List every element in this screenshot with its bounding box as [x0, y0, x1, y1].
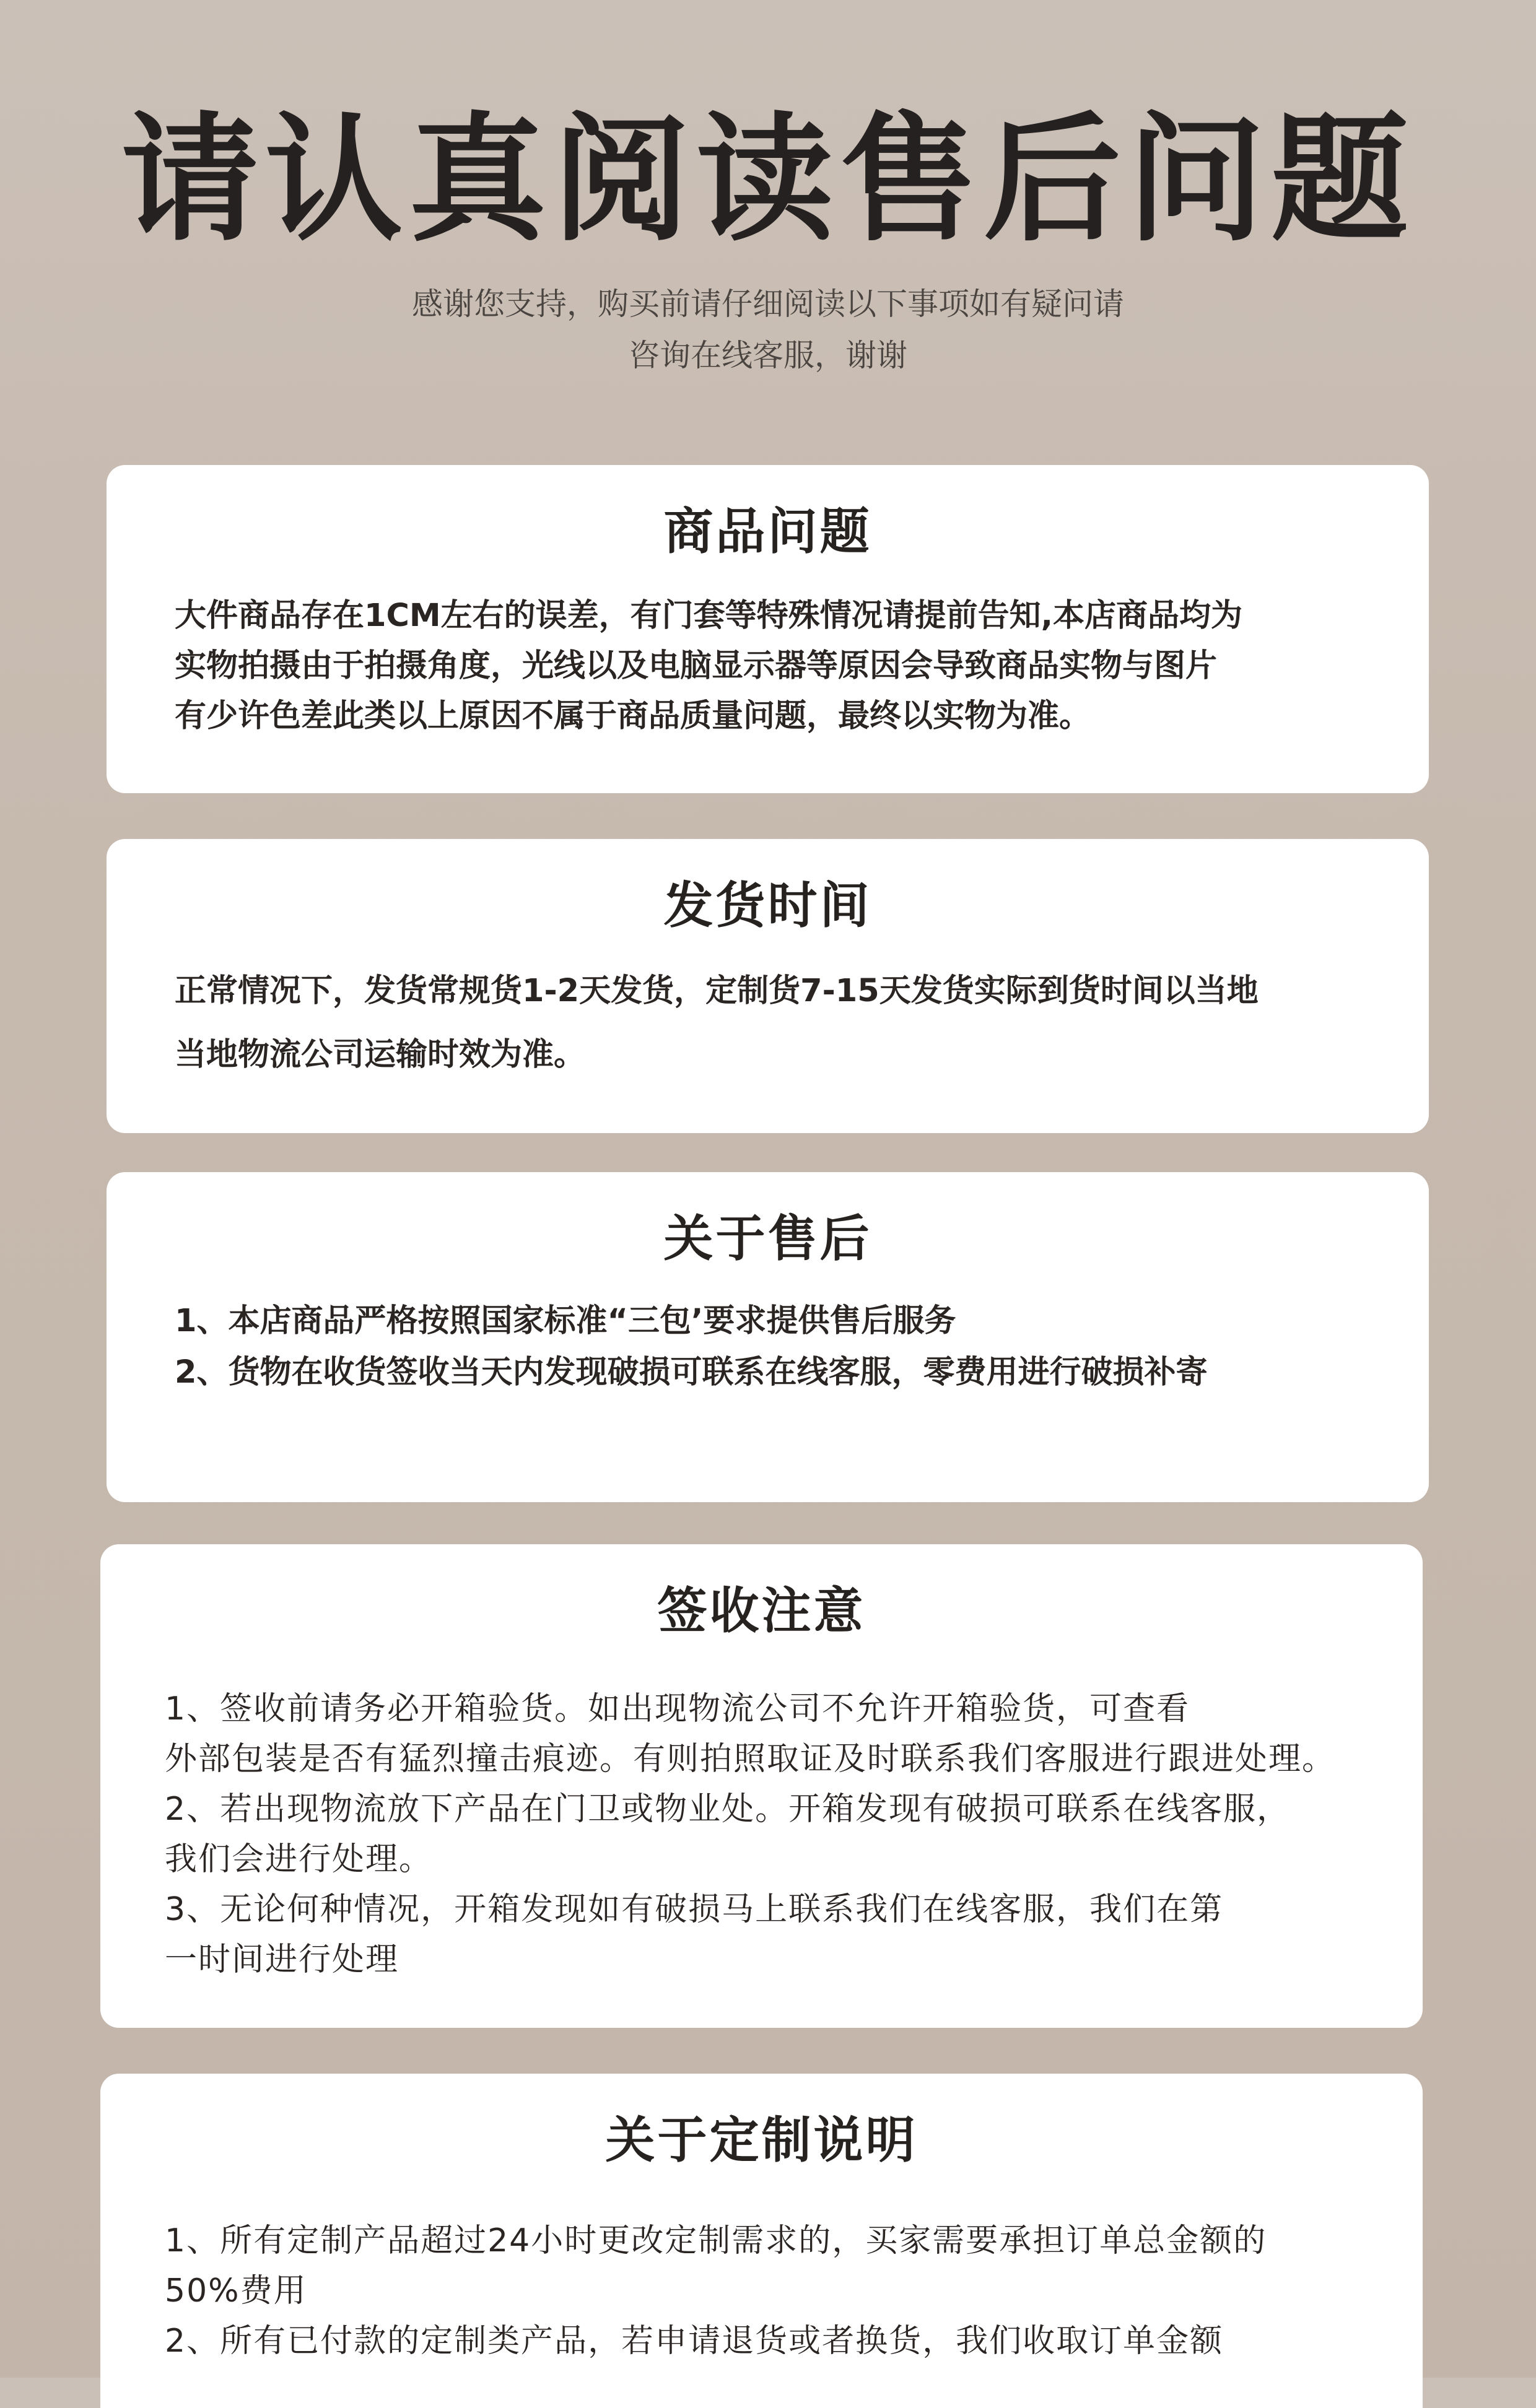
section-text-line: 当地物流公司运输时效为准。	[175, 1037, 586, 1073]
section-title: 签收注意	[657, 1582, 866, 1640]
section-text-line: 有少许色差此类以上原因不属于商品质量问题，最终以实物为准。	[175, 698, 1091, 734]
section-text-line: 1、所有定制产品超过24小时更改定制需求的，买家需要承担订单总金额的	[165, 2222, 1267, 2259]
page-subtitle-line-1: 感谢您支持，购买前请仔细阅读以下事项如有疑问请	[412, 286, 1124, 322]
section-text-line: 2、所有已付款的定制类产品，若申请退货或者换货，我们收取订单金额	[165, 2323, 1224, 2360]
section-title: 关于定制说明	[605, 2111, 918, 2169]
section-title: 关于售后	[663, 1210, 872, 1267]
section-title: 商品问题	[663, 503, 872, 560]
section-card-product-issues	[107, 465, 1429, 793]
section-text-line: 外部包装是否有猛烈撞击痕迹。有则拍照取证及时联系我们客服进行跟进处理。	[165, 1741, 1336, 1778]
section-card-delivery-notice	[100, 1544, 1423, 2028]
section-text-line: 1、本店商品严格按照国家标准“三包’要求提供售后服务	[175, 1303, 956, 1339]
page-title: 请认真阅读售后问题	[121, 100, 1415, 260]
section-card-customization	[100, 2074, 1423, 2408]
section-text-line: 1、签收前请务必开箱验货。如出现物流公司不允许开箱验货，可查看	[165, 1690, 1190, 1728]
section-text-line: 正常情况下，发货常规货1-2天发货，定制货7-15天发货实际到货时间以当地	[175, 973, 1259, 1009]
section-text-line: 3、无论何种情况，开箱发现如有破损马上联系我们在线客服，我们在第	[165, 1891, 1224, 1928]
section-text-line: 实物拍摄由于拍摄角度，光线以及电脑显示器等原因会导致商品实物与图片	[175, 648, 1218, 684]
section-title: 发货时间	[663, 877, 872, 934]
section-text-line: 50%费用	[165, 2272, 307, 2310]
section-card-after-sales	[107, 1172, 1429, 1502]
section-text-line: 大件商品存在1CM左右的误差，有门套等特殊情况请提前告知,本店商品均为	[175, 598, 1243, 634]
section-text-line: 一时间进行处理	[165, 1941, 399, 1978]
section-card-shipping-time	[107, 839, 1429, 1133]
page-subtitle-line-2: 咨询在线客服，谢谢	[629, 337, 907, 373]
section-text-line: 2、货物在收货签收当天内发现破损可联系在线客服，零费用进行破损补寄	[175, 1354, 1208, 1391]
section-text-line: 2、若出现物流放下产品在门卫或物业处。开箱发现有破损可联系在线客服，	[165, 1791, 1291, 1828]
section-text-line: 我们会进行处理。	[165, 1841, 433, 1878]
